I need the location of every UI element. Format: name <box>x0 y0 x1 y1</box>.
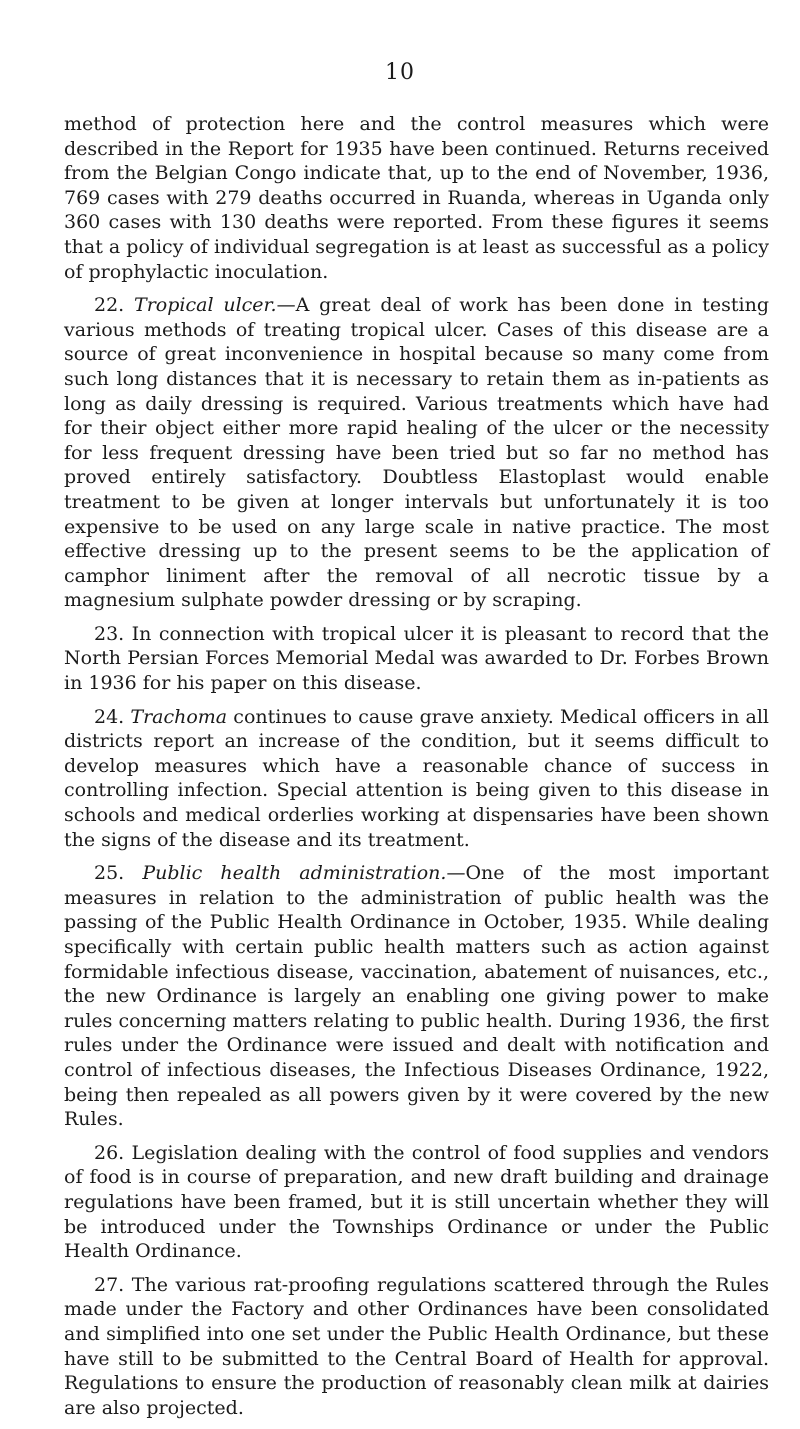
paragraph-text: continues to cause grave anxiety. Medical officers in all districts report an increase of the condition, but it seems difficult to develop measures which have a reasonable chance of success in controlling infection. Special attention is being given to this disease in schools and medical orderlies working at dispensaries have been shown the signs of the disease and its treatment. <box>64 705 769 851</box>
paragraph-text: In connection with tropical ulcer it is pleasant to record that the North Persian Forces Memorial Medal was awarded to Dr. Forbes Brown in 1936 for his paper on this disease. <box>64 622 769 695</box>
paragraph-text: The various rat-proofing regulations scattered through the Rules made under the Factory and other Ordinances have been consolidated and simplified into one set under the Public Health Ordinance, but these have still to be submitted to the Central Board of Health for approval. Regulations to ensure the production of reasonably clean milk at dairies are also projected. <box>64 1273 769 1419</box>
paragraph-27 <box>64 1273 769 1421</box>
paragraph-25 <box>64 861 769 1132</box>
paragraph-number: 25. <box>94 862 125 885</box>
paragraph-heading: Public health administration. <box>142 862 447 885</box>
paragraph-heading: Tropical ulcer. <box>134 294 277 317</box>
paragraph-text: method of protection here and the control measures which were described in the Report for 1935 have been continued. Returns received from the Belgian Congo indicate that, up to the end of November, 1936, 769 cases with 279 deaths occurred in Ruanda, whereas in Uganda only 360 cases with 130 deaths were reported. From these figures it seems that a policy of individual segregation is at least as successful as a policy of prophylactic inoculation. <box>64 113 769 283</box>
body-text <box>64 112 769 1429</box>
paragraph-number: 26. <box>94 1141 125 1164</box>
paragraph-23 <box>64 622 769 696</box>
paragraph-24 <box>64 705 769 853</box>
paragraph-number: 24. <box>94 705 125 728</box>
paragraph-26 <box>64 1141 769 1264</box>
paragraph-heading: Trachoma <box>130 705 228 728</box>
paragraph-number: 27. <box>94 1273 125 1296</box>
paragraph-text: —A great deal of work has been done in testing various methods of treating tropical ulcer. Cases of this disease are a source of great inconvenience in hospital because so many come from such long distances that it is necessary to retain them as in-patients as long as daily dressing is required. Various treatments which have had for their object either more rapid healing of the ulcer or the necessity for less frequent dressing have been tried but so far no method has proved entirely satisfactory. Doubtless Elastoplast would enable treatment to be given at longer intervals but unfortunately it is too expensive to be used on any large scale in native practice. The most effective dressing up to the present seems to be the application of camphor liniment after the removal of all necrotic tissue by a magnesium sulphate powder dressing or by scraping. <box>64 294 769 612</box>
paragraph-22 <box>64 293 769 613</box>
page-number: 10 <box>385 60 415 85</box>
paragraph-text: —One of the most important measures in relation to the administration of public health was the passing of the Public Health Ordinance in October, 1935. While dealing specifically with certain public health matters such as action against formidable infectious disease, vaccination, abatement of nuisances, etc., the new Ordinance is largely an enabling one giving power to make rules concerning matters relating to public health. During 1936, the first rules under the Ordinance were issued and dealt with notification and control of infectious diseases, the Infectious Diseases Ordinance, 1922, being then repealed as all powers given by it were covered by the new Rules. <box>64 862 769 1131</box>
paragraph-number: 23. <box>94 622 125 645</box>
paragraph-continuation <box>64 112 769 284</box>
paragraph-number: 22. <box>94 294 125 317</box>
paragraph-text: Legislation dealing with the control of food supplies and vendors of food is in course of preparation, and new draft building and drainage regulations have been framed, but it is still uncertain whether they will be introduced under the Townships Ordinance or under the Public Health Ordinance. <box>64 1141 769 1263</box>
